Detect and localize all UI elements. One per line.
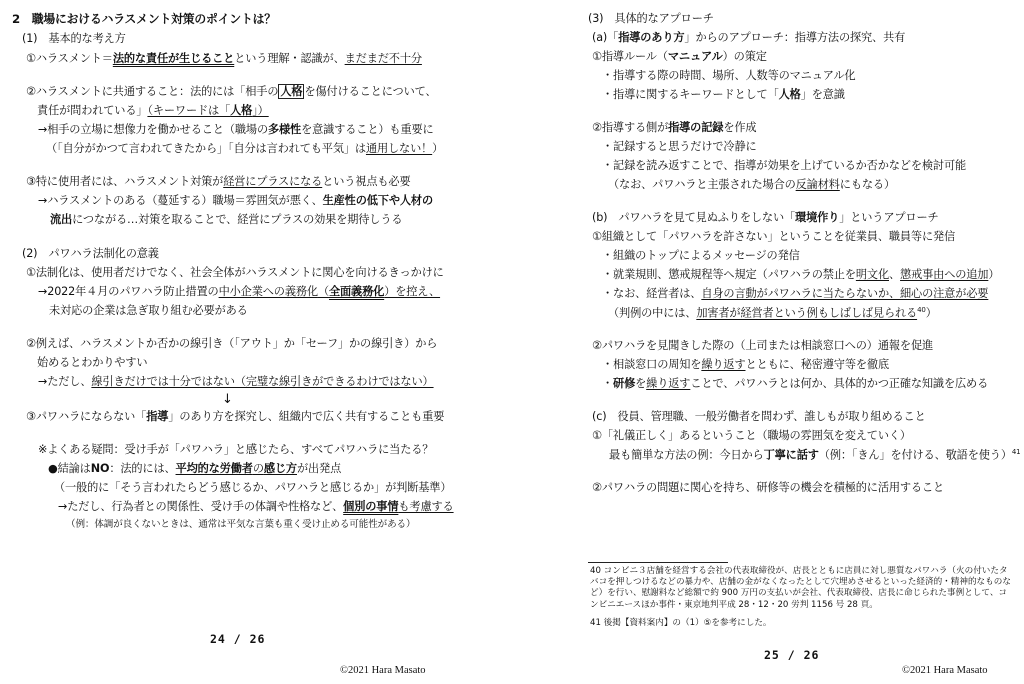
approach-a-bullet-1: ・指導する際の時間、場所、人数等のマニュアル化 <box>602 69 856 82</box>
approach-b-bullet-1: ・組織のトップによるメッセージの発信 <box>602 249 800 262</box>
para-4-line-1: ①法制化は、使用者だけでなく、社会全体がハラスメントに関心を向けるきっかけに <box>26 266 444 279</box>
section-heading: 2 職場におけるハラスメント対策のポイントは？ <box>12 12 276 26</box>
para-4-line-3: 未対応の企業は急ぎ取り組む必要がある <box>38 304 248 317</box>
approach-a-bullet-3: ・記録すると思うだけで冷静に <box>602 140 757 153</box>
page-number: 24 / 26 <box>210 632 266 646</box>
para-6: ③パワハラにならない「指導」のあり方を探究し、組織内で広く共有することも重要 <box>26 410 445 423</box>
approach-c-item-2: ②パワハラの問題に関心を持ち、研修等の機会を積極的に活用すること <box>592 481 945 494</box>
approach-c-title: (c) 役員、管理職、一般労働者を問わず、誰しもが取り組めること <box>592 410 926 423</box>
faq-answer-line-1: ●結論はNO：法的には、平均的な労働者の感じ方が出発点 <box>48 462 342 475</box>
approach-a-bullet-2: ・指導に関するキーワードとして「人格」を意識 <box>602 88 845 101</box>
approach-b-bullet-6: ・研修を繰り返すことで、パワハラとは何か、具体的かつ正確な知識を広める <box>602 377 989 390</box>
para-2-line-3: →相手の立場に想像力を働かせること（職場の多様性を意識すること）も重要に <box>38 123 434 136</box>
subsection-title-approach: (3) 具体的なアプローチ <box>588 12 714 25</box>
approach-a-bullet-4: ・記録を読み返すことで、指導が効果を上げているか否かなどを検討可能 <box>602 159 967 172</box>
para-5-line-1: ②例えば、ハラスメントか否かの線引き（「アウト」か「セーフ」かの線引き）から <box>26 337 438 350</box>
page-25 <box>512 0 1024 684</box>
approach-c-item-1: ①「礼儀正しく」あるということ（職場の雰囲気を変えていく） <box>592 429 911 442</box>
subsection-title-basic: (1) 基本的な考え方 <box>22 32 126 45</box>
subsection-title-legislation: (2) パワハラ法制化の意義 <box>22 247 159 260</box>
footnote-divider <box>588 562 728 563</box>
para-2-line-1: ②ハラスメントに共通すること：法的には「相手の 人格 を傷付けることについて、 <box>26 85 437 98</box>
approach-b-bullet-3: ・なお、経営者は、自身の言動がパワハラに当たらないか、細心の注意が必要 <box>602 287 989 300</box>
approach-b-bullet-2: ・就業規則、懲戒規程等へ規定（パワハラの禁止を明文化、懲戒事由への追加） <box>602 268 1000 281</box>
approach-b-bullet-5: ・相談窓口の周知を繰り返すとともに、秘密遵守等を徹底 <box>602 358 889 371</box>
para-3-line-3: 流出につながる…対策を取ることで、経営にプラスの効果を期待しうる <box>50 213 403 226</box>
approach-a-bullet-5: （なお、パワハラと主張された場合の反論材料にもなる） <box>608 178 895 191</box>
approach-b-title: (b) パワハラを見て見ぬふりをしない「環境作り」というアプローチ <box>592 211 939 224</box>
page-number: 25 / 26 <box>764 648 820 662</box>
down-arrow-icon: ↓ <box>222 392 233 407</box>
faq-answer-line-3: →ただし、行為者との関係性、受け手の体調や性格など、個別の事情も考慮する <box>58 500 454 513</box>
faq-answer-line-2: （一般的に「そう言われたらどう感じるか、パワハラと感じるか」が判断基準） <box>54 481 452 494</box>
para-3-line-1: ③特に使用者には、ハラスメント対策が経営にプラスになるという視点も必要 <box>26 175 411 188</box>
copyright: ©2021 Hara Masato <box>340 665 426 676</box>
approach-b-item-2: ②パワハラを見聞きした際の（上司または相談窓口への）通報を促進 <box>592 339 934 352</box>
footnote-40: 40 コンビニ３店舗を経営する会社の代表取締役が、店長とともに店員に対し悪質なパワハラ（火の付いたタバコを押しつけるなどの暴力や、店舗の金がなくなったとして穴埋めさせるといった経済的・精神的なものなど）を行い、慰謝料など総額で約 900 万円の支払いが会社、代表取締役、店長に命じられた事例として、コンビニエースほか事件・東京地判平成 28・12・20 労判 1156 号 28 頁。 <box>590 566 1011 610</box>
approach-b-bullet-4: （判例の中には、加害者が経営者という例もしばしば見られる$^{40}$） <box>608 306 937 320</box>
faq-question: ※よくある疑問：受け手が「パワハラ」と感じたら、すべてパワハラに当たる？ <box>38 443 434 456</box>
approach-c-item-1-example: 最も簡単な方法の例：今日から丁寧に話す（例：「きん」を付ける、敬語を使う）$^{41}$ <box>598 448 1021 462</box>
para-1: ①ハラスメント＝法的な責任が生じることという理解・認識が、まだまだ不十分 <box>26 52 422 65</box>
para-2-line-4: （「自分がかつて言われてきたから」「自分は言われても平気」は通用しない！） <box>46 142 444 155</box>
para-3-line-2: →ハラスメントのある（蔓延する）職場＝雰囲気が悪く、生産性の低下や人材の <box>38 194 433 207</box>
approach-a-item-2: ②指導する側が指導の記録を作成 <box>592 121 757 134</box>
faq-answer-line-4: （例：体調が良くないときは、通常は平気な言葉も重く受け止める可能性がある） <box>66 519 416 530</box>
approach-a-title: (a)「指導のあり方」からのアプローチ：指導方法の探究、共有 <box>592 31 906 44</box>
para-2-line-2: 責任が問われている」（キーワードは「人格」） <box>26 104 269 117</box>
footnote-41: 41 後掲【資料案内】の（1）⑤を参考にした。 <box>590 618 772 628</box>
approach-b-item-1: ①組織として「パワハラを許さない」ということを従業員、職員等に発信 <box>592 230 956 243</box>
approach-a-item-1: ①指導ルール（マニュアル）の策定 <box>592 50 767 63</box>
para-5-line-3: →ただし、線引きだけでは十分ではない（完璧な線引きができるわけではない） <box>38 375 434 388</box>
copyright: ©2021 Hara Masato <box>902 665 988 676</box>
para-4-line-2: →2022年４月のパワハラ防止措置の中小企業への義務化（全面義務化）を控え、 <box>38 285 441 298</box>
para-5-line-2: 始めるとわかりやすい <box>26 356 148 369</box>
